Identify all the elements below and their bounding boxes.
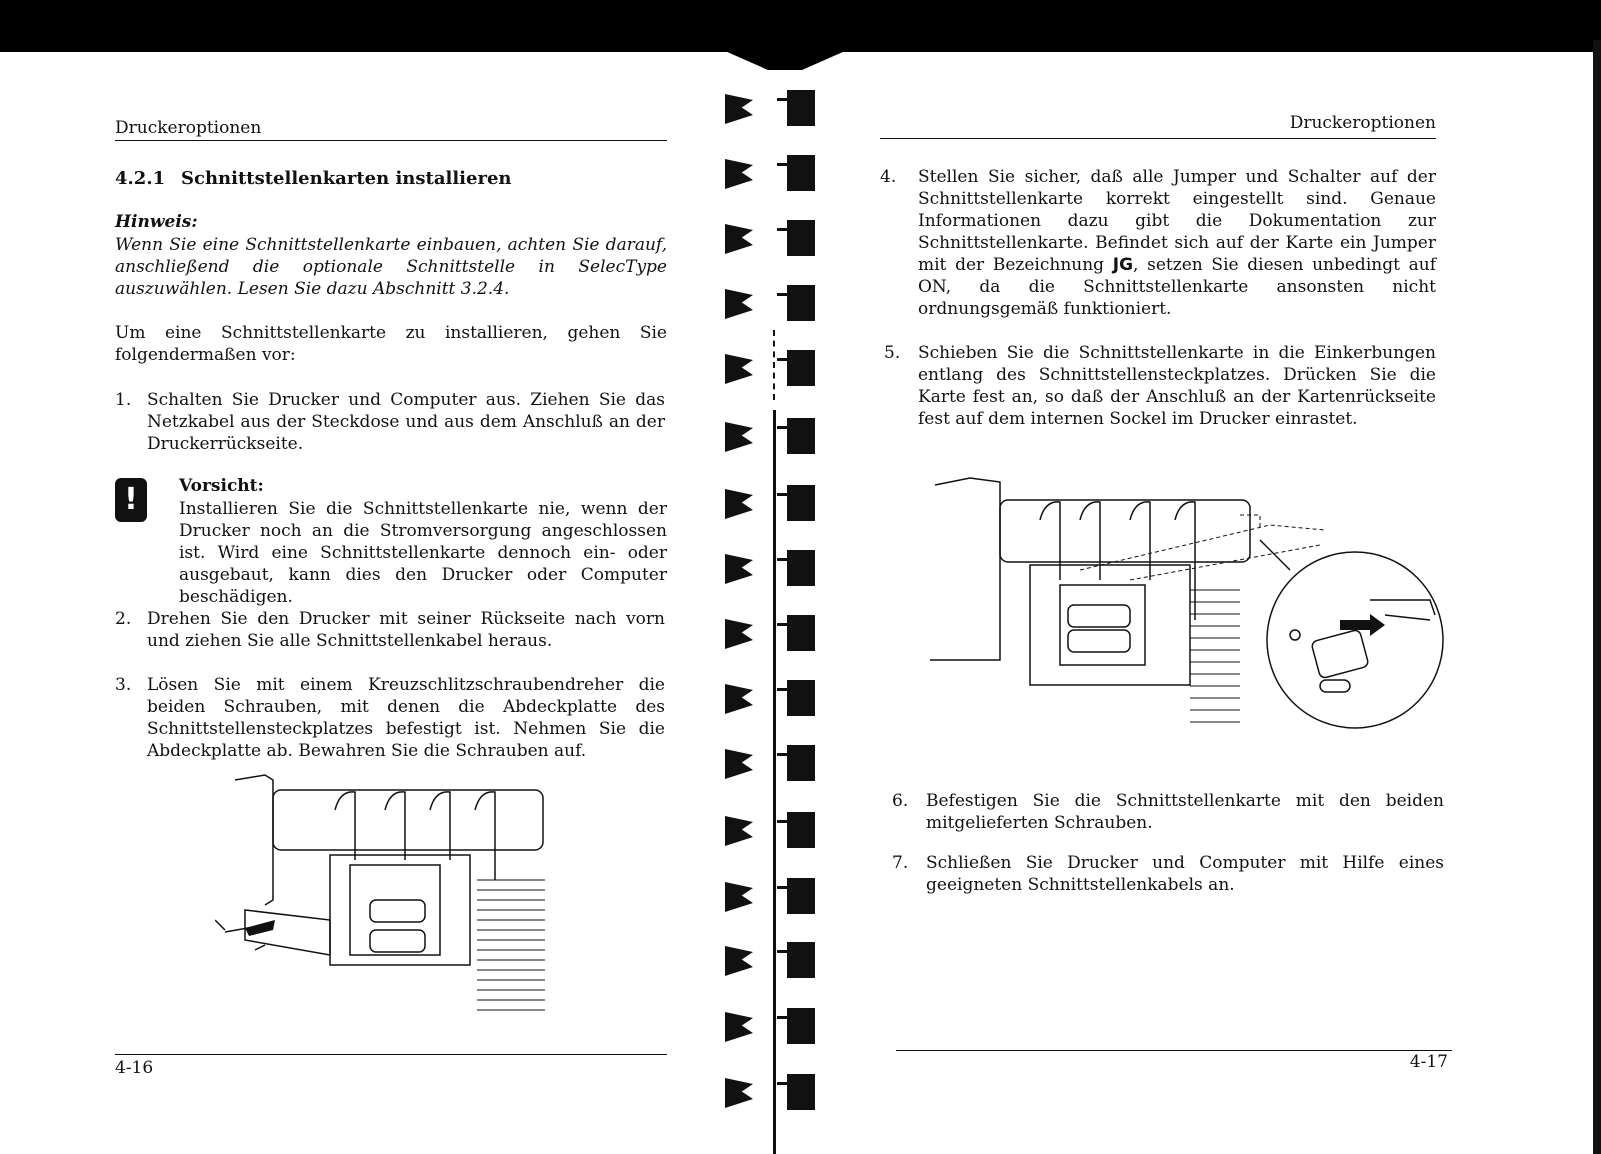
caution-title: Vorsicht: (179, 476, 264, 496)
binding-ring (725, 155, 825, 193)
note-title: Hinweis: (115, 212, 198, 232)
header-rule (880, 138, 1436, 139)
step-1 (115, 389, 667, 459)
note-body: Wenn Sie eine Schnittstellenkarte einbauen, achten Sie darauf, anschließend die optionale Schnittstelle in SelecType auszuwählen. Lesen Sie dazu Abschnitt 3.2.4. (115, 235, 667, 299)
step-text: Lösen Sie mit einem Kreuzschlitzschraubendreher die beiden Schrauben, mit denen die Abdeckplatte des Schnittstellensteckplatzes befestigt ist. Nehmen Sie die Abdeckplatte ab. Bewahren Sie die Schrauben auf. (147, 675, 665, 761)
footer-rule (115, 1054, 667, 1055)
binding-ring (725, 220, 825, 258)
caution-body: Installieren Sie die Schnittstellenkarte nie, wenn der Drucker noch an die Stromversorgung angeschlossen ist. Wird eine Schnittstellenkarte dennoch ein- oder ausgebaut, kann dies den Drucker oder Computer beschädigen. (179, 499, 667, 607)
spiral-binding (725, 90, 835, 1154)
step-number: 4. (880, 167, 897, 187)
binding-spine-dashed (773, 330, 777, 400)
jumper-label: JG (1112, 255, 1134, 275)
step-number: 2. (115, 609, 132, 629)
step-text: Stellen Sie sicher, daß alle Jumper und Schalter auf der Schnittstellenkarte korrekt eingestellt sind. Genaue Informationen dazu gibt die Dokumentation zur Schnittstellenkarte. Befindet sich auf der Karte ein Jumper mit der Bezeichnung JG, setzen Sie diesen unbedingt auf ON, da die Schnittstellenkarte ansonsten nicht ordnungsgemäß funktioniert. (918, 167, 1436, 319)
step-3 (115, 674, 667, 764)
footer-rule (896, 1050, 1452, 1051)
step-number: 6. (892, 791, 909, 811)
page-number: 4-16 (115, 1058, 154, 1078)
left-page (115, 0, 680, 1154)
right-page (880, 0, 1470, 1154)
step-4 (880, 166, 1436, 326)
cover-plate-removal-illustration (215, 770, 555, 1026)
scan-top-border-tip (700, 40, 870, 70)
step-number: 5. (884, 343, 901, 363)
step-number: 3. (115, 675, 132, 695)
binding-ring (725, 90, 825, 128)
intro-paragraph: Um eine Schnittstellenkarte zu installieren, gehen Sie folgendermaßen vor: (115, 323, 667, 365)
step-5 (884, 342, 1440, 432)
section-title: Schnittstellenkarten installieren (181, 168, 512, 189)
scan-right-edge (1593, 40, 1601, 1154)
step-text: Drehen Sie den Drucker mit seiner Rückseite nach vorn und ziehen Sie alle Schnittstellenkabel heraus. (147, 609, 665, 651)
step-number: 7. (892, 853, 909, 873)
binding-ring (725, 285, 825, 323)
card-insertion-illustration (930, 470, 1450, 740)
step-text: Schließen Sie Drucker und Computer mit Hilfe eines geeigneten Schnittstellenkabels an. (926, 853, 1444, 895)
step-text: Schalten Sie Drucker und Computer aus. Ziehen Sie das Netzkabel aus der Steckdose und aus dem Anschluß an der Druckerrückseite. (147, 390, 665, 454)
step-text: Befestigen Sie die Schnittstellenkarte mit den beiden mitgelieferten Schrauben. (926, 791, 1444, 833)
header-rule (115, 140, 667, 141)
page-number: 4-17 (1409, 1052, 1448, 1072)
step-text: Schieben Sie die Schnittstellenkarte in die Einkerbungen entlang des Schnittstellensteckplatzes. Drücken Sie die Karte fest an, so daß der Anschluß an der Kartenrückseite fest auf dem internen Sockel im Drucker einrastet. (918, 343, 1436, 429)
step-2 (115, 608, 667, 658)
step-7 (892, 852, 1448, 902)
step-6 (892, 790, 1448, 840)
running-header: Druckeroptionen (1289, 113, 1436, 133)
binding-spine (773, 410, 776, 1154)
step-number: 1. (115, 390, 132, 410)
caution-icon: ! (115, 478, 147, 522)
running-header: Druckeroptionen (115, 118, 262, 138)
section-number: 4.2.1 (115, 168, 166, 189)
